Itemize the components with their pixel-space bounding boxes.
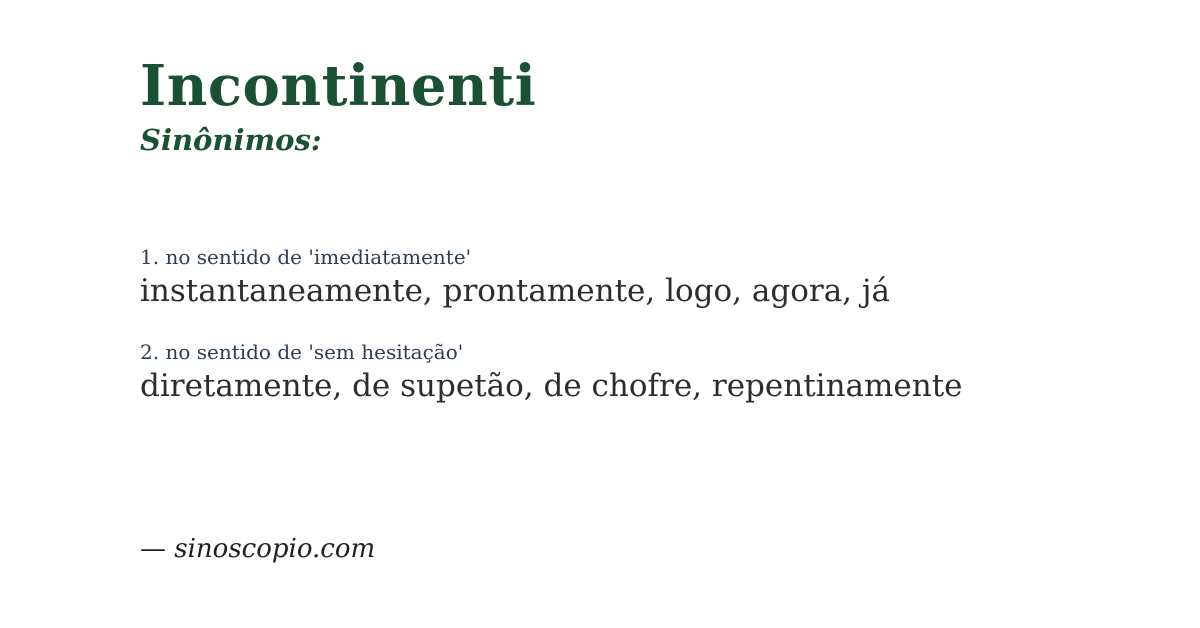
sense-entry-2 — [140, 339, 1120, 406]
sense-2-synonyms: diretamente, de supetão, de chofre, repentinamente — [140, 367, 963, 404]
sense-2-context-label: 2. no sentido de 'sem hesitação' — [140, 339, 464, 364]
source-attribution: — sinoscopio.com — [140, 533, 376, 564]
sense-entry-1 — [140, 244, 1120, 311]
senses-list — [140, 244, 1120, 406]
word-title: Incontinenti — [140, 53, 537, 119]
sense-1-synonyms: instantaneamente, prontamente, logo, agora, já — [140, 273, 890, 310]
sense-1-context-label: 1. no sentido de 'imediatamente' — [140, 245, 472, 270]
synonyms-heading: Sinônimos: — [140, 123, 322, 158]
